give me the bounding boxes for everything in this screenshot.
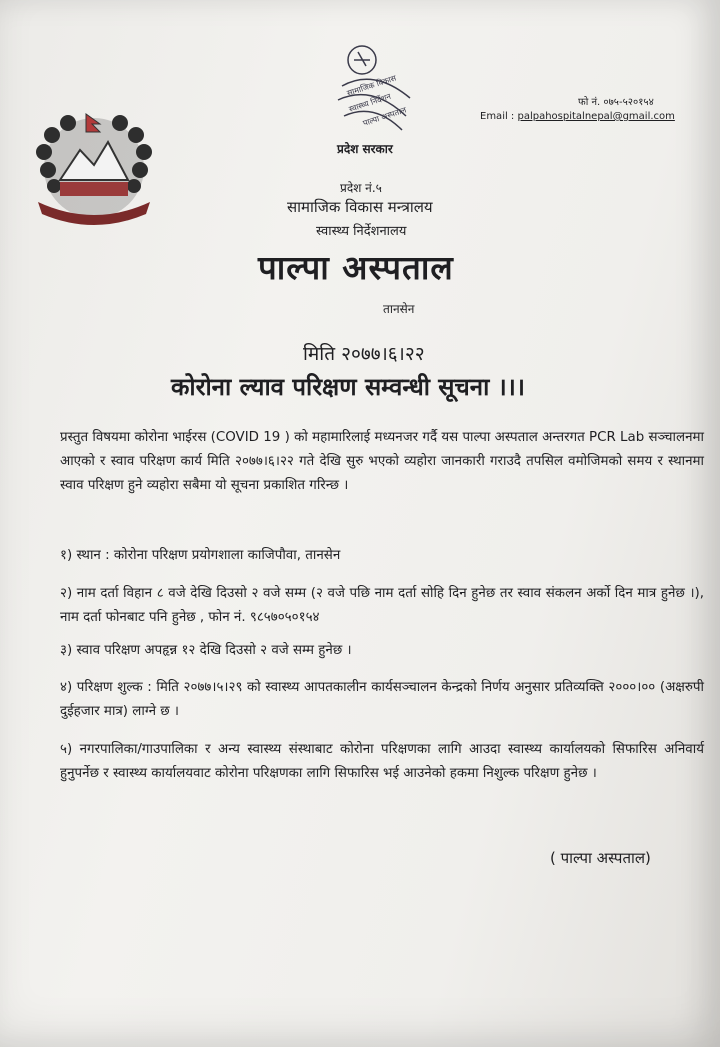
- directorate-name: स्वास्थ्य निर्देशनालय: [316, 224, 407, 239]
- list-item: ४) परिक्षण शुल्क : मिति २०७७।५।२९ को स्वास्थ्य आपतकालीन कार्यसञ्चालन केन्द्रको निर्णय अनुसार प्रतिव्यक्ति २०००।०० (अक्षरुपी दुईहजार मात्र) लाग्ने छ ।: [60, 680, 704, 719]
- signature-line: ( पाल्पा अस्पताल): [550, 849, 651, 867]
- nepal-emblem-icon: [30, 110, 158, 232]
- hospital-name: पाल्पा अस्पताल: [258, 248, 454, 287]
- province-name: प्रदेश नं.५: [340, 181, 382, 195]
- email-line: [480, 111, 675, 122]
- email-label: Email :: [480, 111, 515, 122]
- intro-paragraph: प्रस्तुत विषयमा कोरोना भाईरस (COVID 19 ) को महामारिलाई मध्यनजर गर्दै यस पाल्पा अस्पताल अन्तरगत PCR Lab सञ्चालनमा आएको र स्वाव परिक्षण कार्य मिति २०७७।६।२२ गते देखि सुरु भएको व्यहोरा जानकारी गराउदै तपसिल वमोजिमको समय र स्थानमा स्वाव परिक्षण हुने व्यहोरा सबैमा यो सूचना प्रकाशित गरिन्छ ।: [60, 430, 704, 493]
- list-item: ३) स्वाव परिक्षण अपहृन्न १२ देखि दिउसो २ वजे सम्म हुनेछ ।: [60, 643, 352, 658]
- svg-text:पाल्पा अस्पताल: पाल्पा अस्पताल: [361, 105, 408, 128]
- email-link[interactable]: palpahospitalnepal@gmail.com: [517, 111, 675, 122]
- svg-text:सामाजिक विकास: सामाजिक विकास: [345, 73, 398, 98]
- fax-number: फो नं. ०७५-५२०१५४: [578, 97, 654, 108]
- notice-title: कोरोना ल्याव परिक्षण सम्वन्धी सूचना ।।।: [171, 373, 525, 401]
- official-seal-stamp: [328, 38, 420, 148]
- notice-date: मिति २०७७।६।२२: [303, 343, 425, 365]
- location-name: तानसेन: [383, 302, 415, 316]
- list-item: २) नाम दर्ता विहान ८ वजे देखि दिउसो २ वजे सम्म (२ वजे पछि नाम दर्ता सोहि दिन हुनेछ तर स्वाव संकलन अर्को दिन मात्र हुनेछ ।), नाम दर्ता फोनबाट पनि हुनेछ , फोन नं. ९८५७०५०१५४: [60, 586, 704, 625]
- ministry-name: सामाजिक विकास मन्त्रालय: [287, 198, 433, 216]
- svg-text:स्वास्थ्य निर्देशन: स्वास्थ्य निर्देशन: [347, 91, 392, 114]
- list-item: ५) नगरपालिका/गाउपालिका र अन्य स्वास्थ्य संस्थाबाट कोरोना परिक्षणका लागि आउदा स्वास्थ्य कार्यालयको सिफारिस अनिवार्य हुनुपर्नेछ र स्वास्थ्य कार्यालयवाट कोरोना परिक्षणका लागि सिफारिस भई आउनेको हकमा निशुल्क परिक्षण हुनेछ ।: [60, 742, 704, 781]
- list-item: १) स्थान : कोरोना परिक्षण प्रयोगशाला काजिपौवा, तानसेन: [60, 548, 341, 563]
- seal-caption: प्रदेश सरकार: [337, 142, 393, 156]
